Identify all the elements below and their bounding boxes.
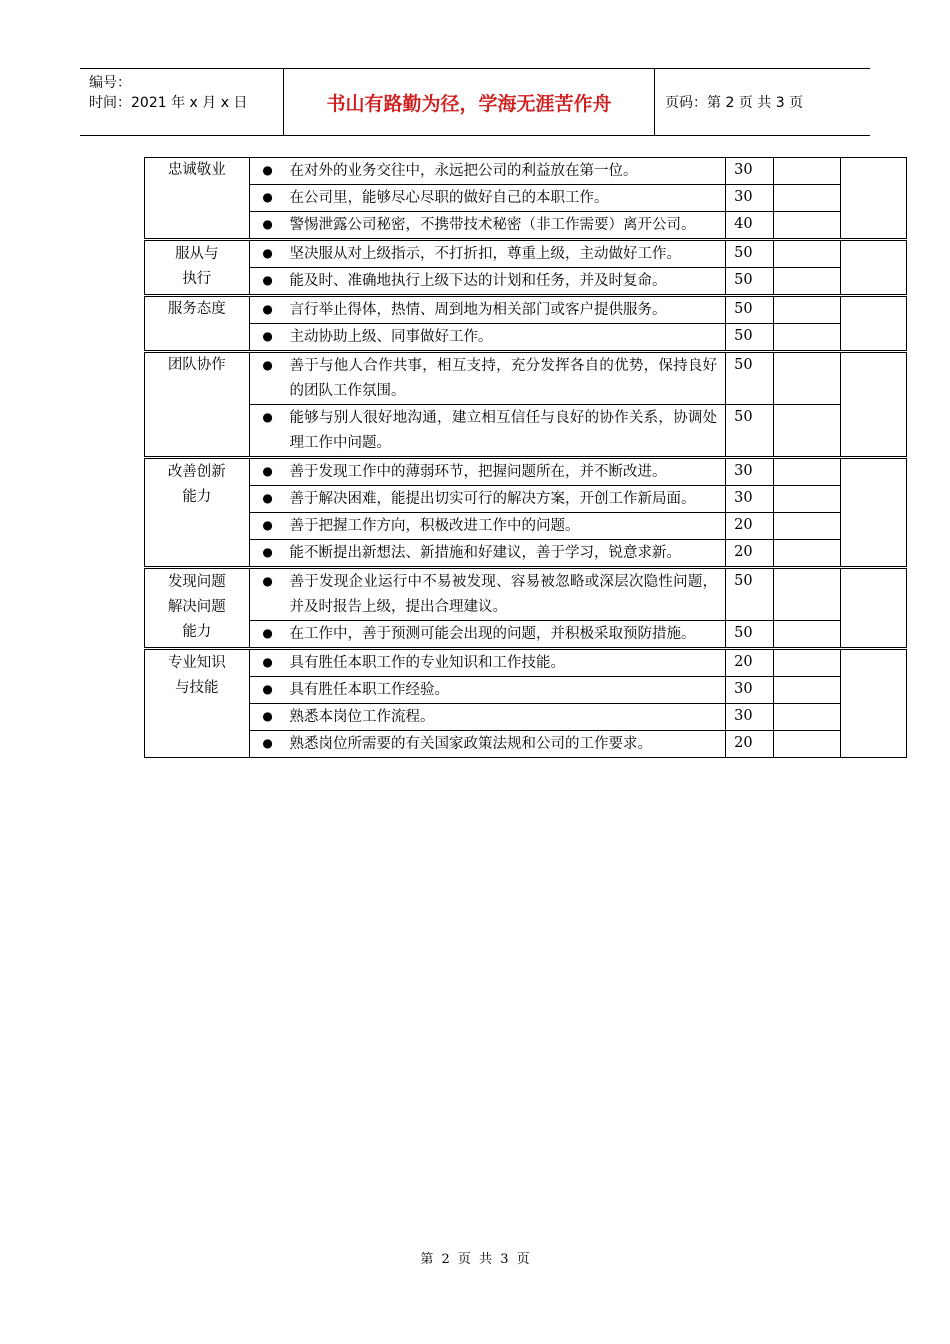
score-entry-cell[interactable] bbox=[773, 212, 840, 240]
max-score-cell: 30 bbox=[726, 158, 774, 185]
score-entry-cell[interactable] bbox=[773, 158, 840, 185]
category-cell: 团队协作 bbox=[145, 352, 250, 458]
table-row bbox=[145, 704, 907, 731]
table-row bbox=[145, 268, 907, 296]
group-total-cell[interactable] bbox=[841, 158, 907, 240]
group-total-cell[interactable] bbox=[841, 352, 907, 458]
header-page-info: 页码：第 2 页 共 3 页 bbox=[665, 95, 804, 111]
table-row bbox=[145, 513, 907, 540]
max-score-cell: 30 bbox=[726, 185, 774, 212]
bullet-icon: ● bbox=[249, 568, 285, 621]
max-score-cell: 40 bbox=[726, 212, 774, 240]
score-entry-cell[interactable] bbox=[773, 649, 840, 677]
max-score-cell: 20 bbox=[726, 731, 774, 758]
bullet-icon: ● bbox=[249, 458, 285, 486]
bullet-icon: ● bbox=[249, 240, 285, 268]
table-row bbox=[145, 185, 907, 212]
score-entry-cell[interactable] bbox=[773, 296, 840, 324]
page-header bbox=[80, 68, 870, 136]
max-score-cell: 50 bbox=[726, 296, 774, 324]
max-score-cell: 50 bbox=[726, 621, 774, 649]
table-row bbox=[145, 324, 907, 352]
bullet-icon: ● bbox=[249, 731, 285, 758]
max-score-cell: 20 bbox=[726, 513, 774, 540]
group-total-cell[interactable] bbox=[841, 240, 907, 296]
criterion-text: 能够与别人很好地沟通，建立相互信任与良好的协作关系，协调处理工作中问题。 bbox=[286, 405, 726, 458]
category-cell: 改善创新能力 bbox=[145, 458, 250, 568]
criterion-text: 善于解决困难，能提出切实可行的解决方案，开创工作新局面。 bbox=[286, 486, 726, 513]
table-row bbox=[145, 486, 907, 513]
category-cell: 服务态度 bbox=[145, 296, 250, 352]
page-footer: 第 2 页 共 3 页 bbox=[420, 1252, 530, 1267]
criterion-text: 在对外的业务交往中，永远把公司的利益放在第一位。 bbox=[286, 158, 726, 185]
max-score-cell: 30 bbox=[726, 704, 774, 731]
max-score-cell: 50 bbox=[726, 568, 774, 621]
max-score-cell: 50 bbox=[726, 352, 774, 405]
bullet-icon: ● bbox=[249, 704, 285, 731]
score-entry-cell[interactable] bbox=[773, 185, 840, 212]
table-row bbox=[145, 649, 907, 677]
max-score-cell: 20 bbox=[726, 649, 774, 677]
max-score-cell: 50 bbox=[726, 405, 774, 458]
table-row bbox=[145, 621, 907, 649]
date-label: 时间：2021 年 x 月 x 日 bbox=[89, 95, 248, 111]
table-row bbox=[145, 568, 907, 621]
criterion-text: 能及时、准确地执行上级下达的计划和任务，并及时复命。 bbox=[286, 268, 726, 296]
table-row bbox=[145, 240, 907, 268]
criterion-text: 具有胜任本职工作经验。 bbox=[286, 677, 726, 704]
group-total-cell[interactable] bbox=[841, 649, 907, 758]
criterion-text: 警惕泄露公司秘密，不携带技术秘密（非工作需要）离开公司。 bbox=[286, 212, 726, 240]
criterion-text: 熟悉岗位所需要的有关国家政策法规和公司的工作要求。 bbox=[286, 731, 726, 758]
criterion-text: 主动协助上级、同事做好工作。 bbox=[286, 324, 726, 352]
table-row bbox=[145, 540, 907, 568]
max-score-cell: 50 bbox=[726, 324, 774, 352]
bullet-icon: ● bbox=[249, 158, 285, 185]
group-total-cell[interactable] bbox=[841, 458, 907, 568]
bullet-icon: ● bbox=[249, 185, 285, 212]
table-row bbox=[145, 352, 907, 405]
table-row bbox=[145, 677, 907, 704]
group-total-cell[interactable] bbox=[841, 568, 907, 649]
score-entry-cell[interactable] bbox=[773, 621, 840, 649]
table-row bbox=[145, 731, 907, 758]
criterion-text: 善于发现企业运行中不易被发现、容易被忽略或深层次隐性问题，并及时报告上级，提出合理建议。 bbox=[286, 568, 726, 621]
max-score-cell: 30 bbox=[726, 486, 774, 513]
score-entry-cell[interactable] bbox=[773, 268, 840, 296]
bullet-icon: ● bbox=[249, 352, 285, 405]
bullet-icon: ● bbox=[249, 540, 285, 568]
table-row bbox=[145, 158, 907, 185]
score-entry-cell[interactable] bbox=[773, 513, 840, 540]
criterion-text: 在公司里，能够尽心尽职的做好自己的本职工作。 bbox=[286, 185, 726, 212]
category-cell: 发现问题解决问题能力 bbox=[145, 568, 250, 649]
table-row bbox=[145, 458, 907, 486]
criterion-text: 善于发现工作中的薄弱环节，把握问题所在，并不断改进。 bbox=[286, 458, 726, 486]
score-entry-cell[interactable] bbox=[773, 486, 840, 513]
max-score-cell: 50 bbox=[726, 240, 774, 268]
score-entry-cell[interactable] bbox=[773, 704, 840, 731]
table-row bbox=[145, 405, 907, 458]
score-entry-cell[interactable] bbox=[773, 540, 840, 568]
bullet-icon: ● bbox=[249, 268, 285, 296]
score-entry-cell[interactable] bbox=[773, 677, 840, 704]
criterion-text: 熟悉本岗位工作流程。 bbox=[286, 704, 726, 731]
score-entry-cell[interactable] bbox=[773, 458, 840, 486]
criterion-text: 能不断提出新想法、新措施和好建议，善于学习，锐意求新。 bbox=[286, 540, 726, 568]
bullet-icon: ● bbox=[249, 212, 285, 240]
score-entry-cell[interactable] bbox=[773, 568, 840, 621]
max-score-cell: 50 bbox=[726, 268, 774, 296]
criterion-text: 在工作中，善于预测可能会出现的问题，并积极采取预防措施。 bbox=[286, 621, 726, 649]
max-score-cell: 30 bbox=[726, 458, 774, 486]
max-score-cell: 20 bbox=[726, 540, 774, 568]
score-entry-cell[interactable] bbox=[773, 405, 840, 458]
table-row bbox=[145, 212, 907, 240]
header-meta bbox=[89, 73, 247, 113]
score-entry-cell[interactable] bbox=[773, 324, 840, 352]
score-entry-cell[interactable] bbox=[773, 240, 840, 268]
bullet-icon: ● bbox=[249, 513, 285, 540]
category-cell: 服从与执行 bbox=[145, 240, 250, 296]
evaluation-table bbox=[144, 157, 907, 758]
criterion-text: 善于把握工作方向，积极改进工作中的问题。 bbox=[286, 513, 726, 540]
criterion-text: 坚决服从对上级指示，不打折扣，尊重上级，主动做好工作。 bbox=[286, 240, 726, 268]
criterion-text: 具有胜任本职工作的专业知识和工作技能。 bbox=[286, 649, 726, 677]
group-total-cell[interactable] bbox=[841, 296, 907, 352]
bullet-icon: ● bbox=[249, 296, 285, 324]
bullet-icon: ● bbox=[249, 405, 285, 458]
table-row bbox=[145, 296, 907, 324]
category-cell: 忠诚敬业 bbox=[145, 158, 250, 240]
header-motto: 书山有路勤为径，学海无涯苦作舟 bbox=[283, 69, 655, 135]
bullet-icon: ● bbox=[249, 486, 285, 513]
bullet-icon: ● bbox=[249, 324, 285, 352]
criterion-text: 善于与他人合作共事，相互支持，充分发挥各自的优势，保持良好的团队工作氛围。 bbox=[286, 352, 726, 405]
category-cell: 专业知识与技能 bbox=[145, 649, 250, 758]
score-entry-cell[interactable] bbox=[773, 352, 840, 405]
bullet-icon: ● bbox=[249, 621, 285, 649]
bullet-icon: ● bbox=[249, 677, 285, 704]
criterion-text: 言行举止得体，热情、周到地为相关部门或客户提供服务。 bbox=[286, 296, 726, 324]
score-entry-cell[interactable] bbox=[773, 731, 840, 758]
bullet-icon: ● bbox=[249, 649, 285, 677]
max-score-cell: 30 bbox=[726, 677, 774, 704]
serial-label: 编号： bbox=[89, 75, 131, 91]
